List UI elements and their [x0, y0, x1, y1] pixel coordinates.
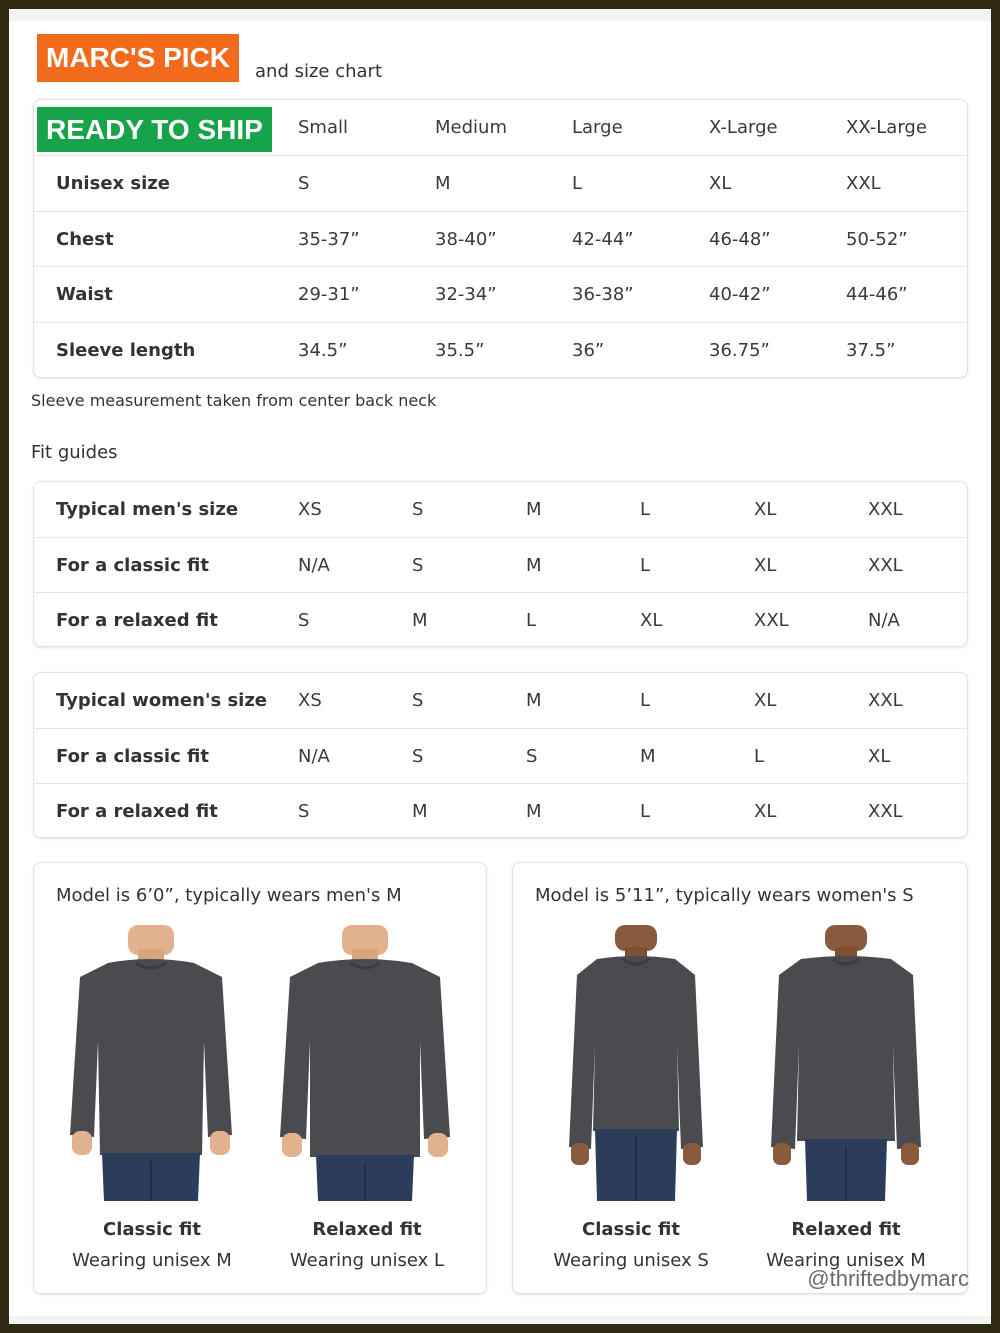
row-label: Sleeve length	[56, 340, 196, 361]
table-row	[34, 537, 967, 593]
female-model-classic-fit-photo	[541, 925, 731, 1205]
row-label: Unisex size	[56, 173, 170, 194]
table-cell: S	[298, 173, 310, 194]
female-model-relaxed-fit-photo	[751, 925, 941, 1205]
table-cell: S	[412, 555, 424, 576]
table-row	[34, 482, 967, 537]
table-row	[34, 783, 967, 838]
table-cell: XXL	[754, 610, 789, 631]
table-cell: XL	[868, 746, 891, 767]
table-cell: L	[640, 690, 651, 711]
size-chart-title: and size chart	[255, 61, 383, 82]
table-cell: N/A	[298, 746, 330, 767]
table-cell: S	[412, 690, 424, 711]
mens-model-caption: Model is 6’0”, typically wears men's M	[56, 885, 402, 906]
table-cell: 34.5”	[298, 340, 348, 361]
row-label: Typical women's size	[56, 690, 268, 711]
table-cell: S	[298, 801, 310, 822]
header-large: Large	[572, 117, 623, 138]
table-cell: S	[412, 499, 424, 520]
table-cell: 32-34”	[435, 284, 497, 305]
fit-label: Classic fit	[102, 1219, 201, 1240]
table-cell: L	[526, 610, 537, 631]
wearing-size: Wearing unisex M	[72, 1250, 232, 1271]
table-cell: 36”	[572, 340, 605, 361]
table-cell: M	[526, 690, 542, 711]
marcs-pick-badge: MARC'S PICK	[37, 34, 239, 82]
table-cell: 44-46”	[846, 284, 908, 305]
male-model-relaxed-fit-photo	[270, 925, 460, 1205]
table-cell: 36.75”	[709, 340, 770, 361]
table-cell: N/A	[298, 555, 330, 576]
wearing-size: Wearing unisex S	[553, 1250, 709, 1271]
table-cell: XL	[754, 690, 777, 711]
row-label: For a relaxed fit	[56, 801, 218, 822]
table-cell: 36-38”	[572, 284, 634, 305]
page	[9, 9, 991, 1324]
sleeve-note: Sleeve measurement taken from center back neck	[31, 391, 437, 410]
watermark: @thriftedbymarc	[807, 1266, 969, 1291]
row-label: For a classic fit	[56, 555, 209, 576]
table-cell: 40-42”	[709, 284, 771, 305]
table-cell: L	[640, 801, 651, 822]
table-cell: N/A	[868, 610, 900, 631]
mens-model-card	[33, 862, 487, 1294]
size-chart-sheet	[9, 21, 991, 1316]
table-cell: XL	[754, 499, 777, 520]
table-row	[34, 728, 967, 784]
womens-model-card	[512, 862, 968, 1294]
header-small: Small	[298, 117, 348, 138]
row-label: Chest	[56, 229, 114, 250]
table-cell: 42-44”	[572, 229, 634, 250]
ready-to-ship-badge: READY TO SHIP	[37, 107, 272, 152]
table-row	[34, 211, 967, 267]
table-cell: L	[572, 173, 583, 194]
fit-label: Relaxed fit	[312, 1219, 422, 1240]
fit-label: Relaxed fit	[791, 1219, 901, 1240]
mens-fit-guide-table	[33, 481, 968, 647]
table-row	[34, 266, 967, 322]
table-cell: 29-31”	[298, 284, 360, 305]
table-cell: XXL	[868, 555, 903, 576]
table-cell: XL	[754, 555, 777, 576]
table-cell: 37.5”	[846, 340, 896, 361]
table-cell: XL	[754, 801, 777, 822]
table-row	[34, 592, 967, 647]
table-cell: 35-37”	[298, 229, 360, 250]
table-cell: XL	[640, 610, 663, 631]
table-cell: 38-40”	[435, 229, 497, 250]
table-cell: S	[412, 746, 424, 767]
table-cell: XS	[298, 499, 322, 520]
fit-label: Classic fit	[581, 1219, 680, 1240]
table-cell: M	[526, 555, 542, 576]
header-medium: Medium	[435, 117, 507, 138]
table-row	[34, 155, 967, 211]
womens-model-caption: Model is 5’11”, typically wears women's S	[535, 885, 914, 906]
table-cell: XXL	[868, 690, 903, 711]
wearing-size: Wearing unisex M	[766, 1250, 926, 1271]
table-cell: L	[754, 746, 765, 767]
wearing-size: Wearing unisex L	[289, 1250, 445, 1271]
table-cell: S	[526, 746, 538, 767]
table-cell: XS	[298, 690, 322, 711]
table-cell: 35.5”	[435, 340, 485, 361]
table-cell: L	[640, 555, 651, 576]
table-cell: 50-52”	[846, 229, 908, 250]
row-label: Typical men's size	[56, 499, 239, 520]
table-cell: XXL	[868, 801, 903, 822]
table-cell: M	[526, 801, 542, 822]
table-cell: M	[435, 173, 451, 194]
table-cell: XXL	[846, 173, 881, 194]
womens-fit-guide-table	[33, 672, 968, 838]
table-cell: M	[640, 746, 656, 767]
fit-guides-title: Fit guides	[31, 442, 118, 463]
row-label: For a classic fit	[56, 746, 209, 767]
table-cell: XXL	[868, 499, 903, 520]
table-row	[34, 322, 967, 378]
table-cell: S	[298, 610, 310, 631]
table-cell: 46-48”	[709, 229, 771, 250]
row-label: For a relaxed fit	[56, 610, 218, 631]
male-model-classic-fit-photo	[56, 925, 246, 1205]
table-cell: M	[412, 610, 428, 631]
row-label: Waist	[56, 284, 113, 305]
table-row	[34, 673, 967, 728]
table-cell: XL	[709, 173, 732, 194]
table-cell: M	[412, 801, 428, 822]
table-cell: M	[526, 499, 542, 520]
header-xx-large: XX-Large	[846, 117, 927, 138]
table-cell: L	[640, 499, 651, 520]
header-x-large: X-Large	[709, 117, 778, 138]
